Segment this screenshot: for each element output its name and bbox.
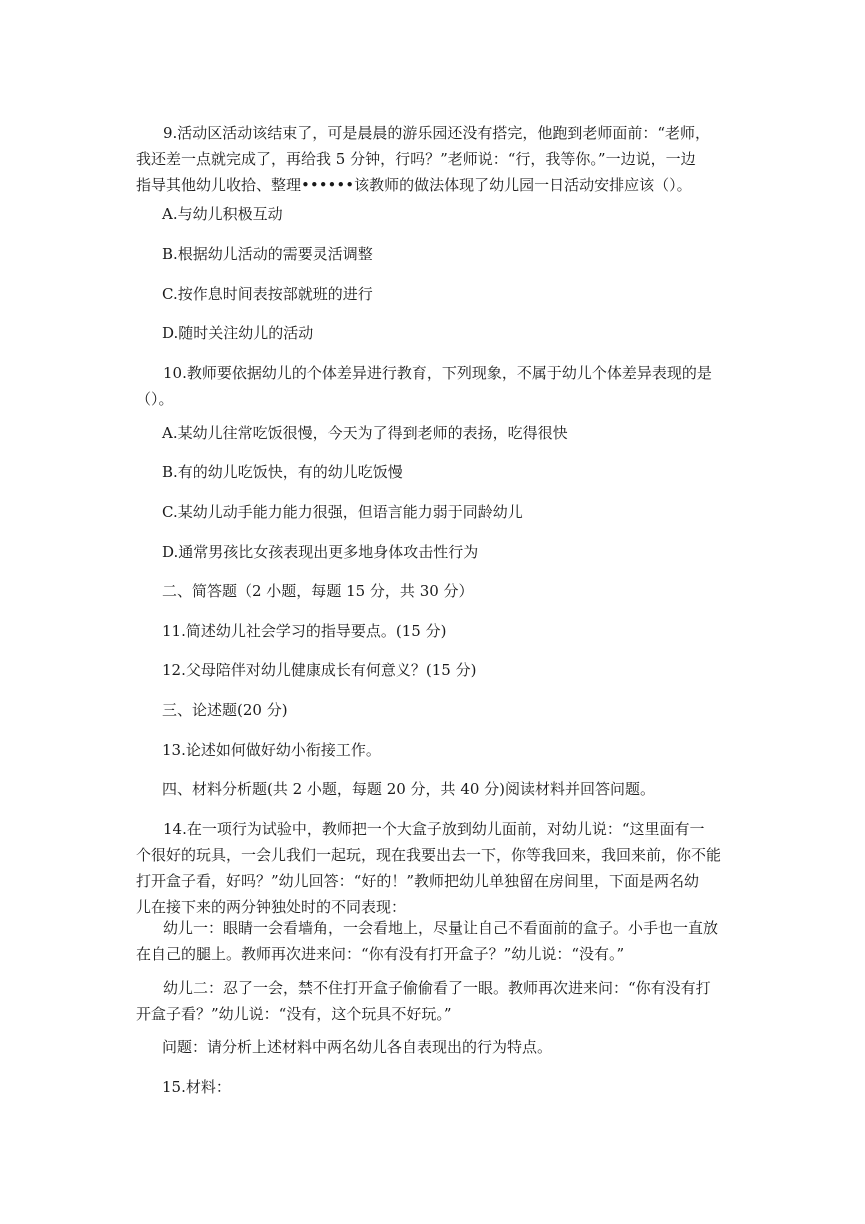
question-14-prompt: 问题：请分析上述材料中两名幼儿各自表现出的行为特点。 bbox=[162, 1038, 553, 1056]
question-9-option-d: D.随时关注幼儿的活动 bbox=[162, 324, 314, 342]
text-line: 打开盒子看，好吗？”幼儿回答：“好的！”教师把幼儿单独留在房间里，下面是两名幼 bbox=[136, 872, 700, 890]
question-9-option-c: C.按作息时间表按部就班的进行 bbox=[162, 285, 373, 303]
question-9-option-b: B.根据幼儿活动的需要灵活调整 bbox=[162, 245, 373, 263]
text-line: 指导其他幼儿收拾、整理••••••该教师的做法体现了幼儿园一日活动安排应该（）。 bbox=[136, 176, 692, 194]
question-9-stem bbox=[136, 120, 736, 198]
text-line: 个很好的玩具，一会儿我们一起玩，现在我要出去一下，你等我回来，我回来前，你不能 bbox=[136, 846, 722, 864]
text-line: 幼儿二：忍了一会，禁不住打开盒子偷偷看了一眼。教师再次进来问：“你有没有打 bbox=[163, 979, 711, 997]
text-line: 儿在接下来的两分钟独处时的不同表现： bbox=[136, 898, 407, 916]
question-10-option-b: B.有的幼儿吃饭快，有的幼儿吃饭慢 bbox=[162, 463, 403, 481]
text-line: 9.活动区活动该结束了，可是晨晨的游乐园还没有搭完，他跑到老师面前：“老师， bbox=[163, 124, 710, 142]
section-4-heading: 四、材料分析题(共 2 小题，每题 20 分，共 40 分)阅读材料并回答问题。 bbox=[162, 780, 656, 798]
section-3-heading: 三、论述题(20 分) bbox=[162, 701, 288, 719]
question-10-option-d: D.通常男孩比女孩表现出更多地身体攻击性行为 bbox=[162, 543, 479, 561]
text-line: 10.教师要依据幼儿的个体差异进行教育，下列现象，不属于幼儿个体差异表现的是 bbox=[163, 364, 712, 382]
question-12: 12.父母陪伴对幼儿健康成长有何意义？(15 分) bbox=[162, 661, 477, 679]
text-line: （）。 bbox=[136, 390, 174, 408]
question-10-option-a: A.某幼儿往常吃饭很慢，今天为了得到老师的表扬，吃得很快 bbox=[162, 424, 568, 442]
question-10-option-c: C.某幼儿动手能力能力很强，但语言能力弱于同龄幼儿 bbox=[162, 503, 523, 521]
text-line: 开盒子看？”幼儿说：“没有，这个玩具不好玩。” bbox=[136, 1005, 452, 1023]
question-9-option-a: A.与幼儿积极互动 bbox=[162, 205, 283, 223]
text-line: 幼儿一：眼睛一会看墙角，一会看地上，尽量让自己不看面前的盒子。小手也一直放 bbox=[163, 919, 719, 937]
question-13: 13.论述如何做好幼小衔接工作。 bbox=[162, 741, 381, 759]
child-1-behavior bbox=[136, 915, 736, 967]
child-2-behavior bbox=[136, 975, 736, 1027]
text-line: 14.在一项行为试验中，教师把一个大盒子放到幼儿面前，对幼儿说：“这里面有一 bbox=[163, 820, 705, 838]
question-10-stem bbox=[136, 360, 736, 412]
section-2-heading: 二、简答题（2 小题，每题 15 分，共 30 分） bbox=[162, 582, 474, 600]
question-15: 15.材料： bbox=[162, 1078, 231, 1096]
question-11: 11.简述幼儿社会学习的指导要点。(15 分) bbox=[162, 622, 447, 640]
question-14-stem bbox=[136, 816, 736, 920]
text-line: 我还差一点就完成了，再给我 5 分钟，行吗？”老师说：“行，我等你。”一边说，一边 bbox=[136, 150, 696, 168]
text-line: 在自己的腿上。教师再次进来问：“你有没有打开盒子？”幼儿说：“没有。” bbox=[136, 945, 625, 963]
